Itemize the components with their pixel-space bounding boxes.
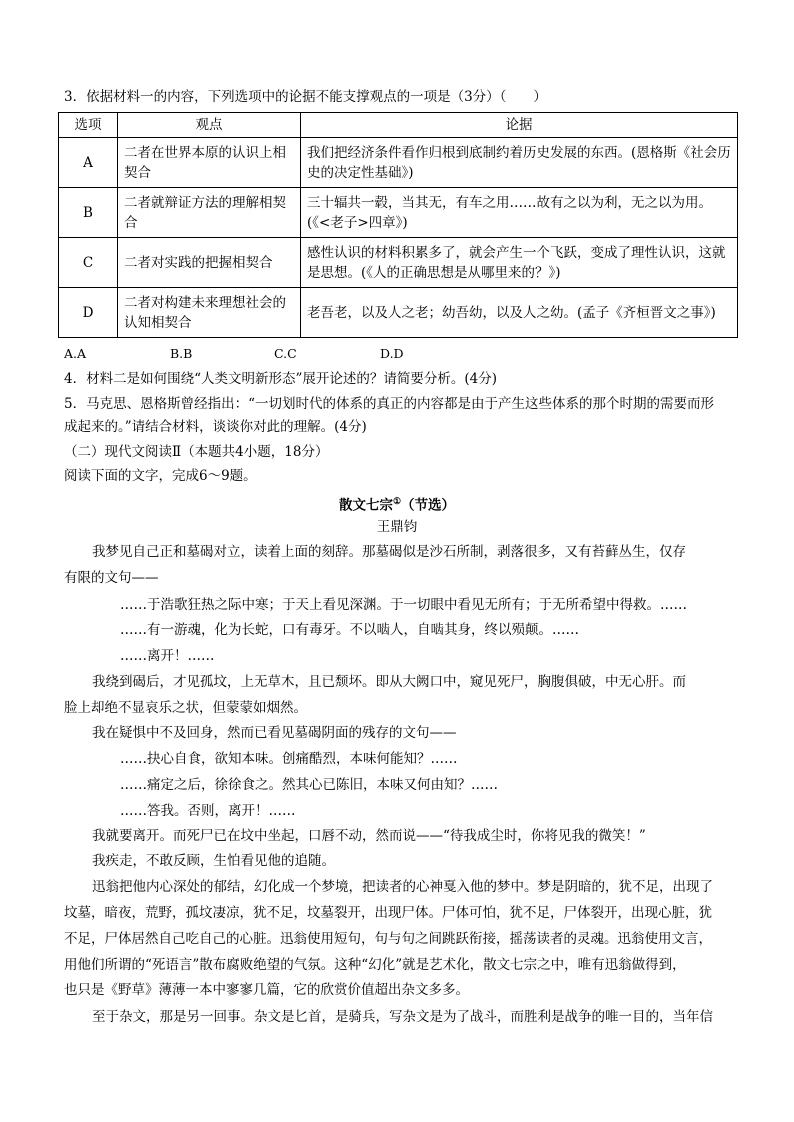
article-line: ……答我。否则，离开！…… bbox=[120, 803, 296, 819]
table-header-row bbox=[59, 113, 738, 138]
article-line: 脸上却绝不显哀乐之状，但蒙蒙如烟然。 bbox=[64, 700, 307, 716]
option-evidence: 感性认识的材料积累多了，就会产生一个飞跃，变成了理性认识，这就是思想。(《人的正确思想是从哪里来的？》) bbox=[301, 238, 738, 288]
article-line: ……离开！…… bbox=[120, 648, 215, 664]
q5-line-2: 成起来的。”请结合材料，谈谈你对此的理解。(4分) bbox=[64, 419, 367, 435]
article-title-suffix: （节选） bbox=[401, 497, 456, 514]
article-line: 坟墓，暗夜，荒野，孤坟凄凉，犹不足，坟墓裂开，出现尸体。尸体可怕，犹不足，尸体裂开，出现心脏，犹 bbox=[64, 905, 712, 921]
choice-d: D.D bbox=[380, 346, 404, 361]
header-view: 观点 bbox=[118, 113, 301, 138]
table-row bbox=[59, 188, 738, 238]
header-evidence: 论据 bbox=[301, 113, 738, 138]
article-title-main: 散文七宗 bbox=[338, 497, 393, 514]
article-line: ……抉心自食，欲知本味。创痛酷烈，本味何能知？…… bbox=[120, 751, 458, 767]
option-view: 二者对构建未来理想社会的认知相契合 bbox=[118, 288, 301, 338]
article-line: 有限的文句—— bbox=[64, 570, 159, 586]
option-label: D bbox=[59, 288, 118, 338]
option-view: 二者在世界本原的认识上相契合 bbox=[118, 138, 301, 188]
article-line: ……有一游魂，化为长蛇，口有毒牙。不以啮人，自啮其身，终以殒颠。…… bbox=[120, 622, 579, 638]
article-line: 至于杂文，那是另一回事。杂文是匕首，是骑兵，写杂文是为了战斗，而胜利是战争的唯一目的，当年信 bbox=[92, 1009, 713, 1025]
table-row bbox=[59, 138, 738, 188]
q4-text: 4．材料二是如何围绕“人类文明新形态”展开论述的？请简要分析。(4分) bbox=[64, 371, 498, 387]
option-label: C bbox=[59, 238, 118, 288]
table-row bbox=[59, 288, 738, 338]
option-evidence: 三十辐共一毂，当其无，有车之用……故有之以为利，无之以为用。(《<老子>四章》) bbox=[301, 188, 738, 238]
section-title: （二）现代文阅读Ⅱ（本题共4小题，18分） bbox=[64, 444, 329, 460]
article-line: 我梦见自己正和墓碣对立，读着上面的刻辞。那墓碣似是沙石所制，剥落很多，又有苔藓丛生，仅存 bbox=[92, 544, 686, 560]
footnote-marker: ① bbox=[392, 497, 402, 507]
option-view: 二者就辩证方法的理解相契合 bbox=[118, 188, 301, 238]
option-view: 二者对实践的把握相契合 bbox=[118, 238, 301, 288]
choice-c: C.C bbox=[274, 346, 297, 361]
q3-stem: 3．依据材料一的内容，下列选项中的论据不能支撑观点的一项是（3分）（ ） bbox=[64, 89, 547, 105]
article-line: 迅翁把他内心深处的郁结，幻化成一个梦境，把读者的心神戛入他的梦中。梦是阴暗的，犹不足，出现了 bbox=[92, 879, 713, 895]
table-row bbox=[59, 238, 738, 288]
article-line: 也只是《野草》薄薄一本中寥寥几篇，它的欣赏价值超出杂文多多。 bbox=[64, 982, 469, 998]
article-line: 用他们所谓的“死语言”散布腐败绝望的气氛。这种“幻化”就是艺术化，散文七宗之中，唯有迅翁做得到， bbox=[64, 957, 686, 973]
q5-line-1: 5．马克思、恩格斯曾经指出：“一切划时代的体系的真正的内容都是由于产生这些体系的那个时期的需要而形 bbox=[64, 396, 714, 412]
choice-a: A.A bbox=[64, 346, 87, 361]
option-evidence: 老吾老，以及人之老；幼吾幼，以及人之幼。(孟子《齐桓晋文之事》) bbox=[301, 288, 738, 338]
article-line: 我疾走，不敢反顾，生怕看见他的追随。 bbox=[92, 853, 335, 869]
article-line: ……于浩歌狂热之际中寒；于天上看见深渊。于一切眼中看见无所有；于无所希望中得救。…… bbox=[120, 597, 687, 613]
header-option: 选项 bbox=[59, 113, 118, 138]
article-line: 我在疑惧中不及回身，然而已看见墓碣阴面的残存的文句—— bbox=[92, 725, 457, 741]
instruction: 阅读下面的文字，完成6～9题。 bbox=[64, 468, 257, 484]
article-line: 我绕到碣后，才见孤坟，上无草木，且已颓坏。即从大阙口中，窥见死尸，胸腹俱破，中无心肝。而 bbox=[92, 674, 686, 690]
article-line: ……痛定之后，徐徐食之。然其心已陈旧，本味又何由知？…… bbox=[120, 777, 498, 793]
article-line: 我就要离开。而死尸已在坟中坐起，口唇不动，然而说——“待我成尘时，你将见我的微笑！” bbox=[92, 828, 646, 844]
option-label: A bbox=[59, 138, 118, 188]
article-title bbox=[0, 493, 794, 515]
option-label: B bbox=[59, 188, 118, 238]
article-author: 王鼎钧 bbox=[376, 519, 418, 535]
option-evidence: 我们把经济条件看作归根到底制约着历史发展的东西。(恩格斯《社会历史的决定性基础》) bbox=[301, 138, 738, 188]
q3-options-table bbox=[58, 112, 738, 338]
article-line: 不足，尸体居然自己吃自己的心脏。迅翁使用短句，句与句之间跳跃衔接，摇荡读者的灵魂。迅翁使用文言， bbox=[64, 931, 712, 947]
choice-b: B.B bbox=[170, 346, 193, 361]
